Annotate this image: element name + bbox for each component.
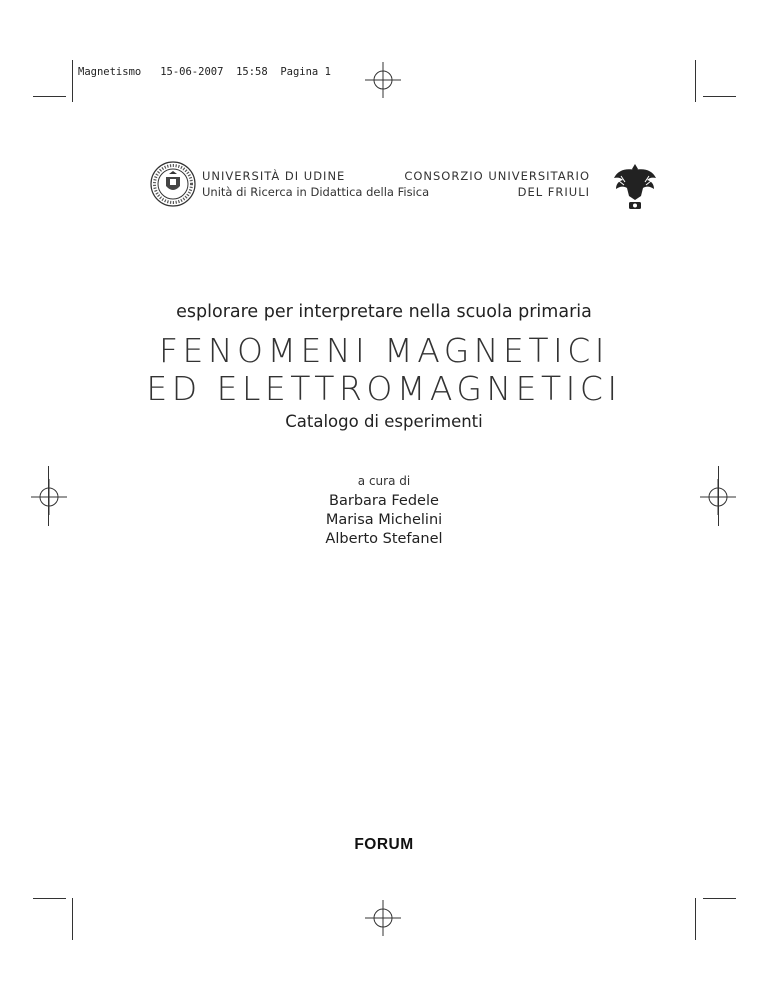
slug-date: 15-06-2007 bbox=[160, 66, 224, 78]
consortium-line-1: CONSORZIO UNIVERSITARIO bbox=[404, 169, 590, 183]
crop-mark bbox=[695, 898, 696, 940]
cover-title-line-2: ED ELETTROMAGNETICI bbox=[146, 369, 622, 408]
cover-subtitle: esplorare per interpretare nella scuola primaria bbox=[176, 302, 592, 322]
university-name: UNIVERSITÀ DI UDINE bbox=[202, 169, 346, 183]
editor-name: Marisa Michelini bbox=[325, 512, 443, 528]
crop-mark bbox=[703, 898, 736, 899]
publisher-logo: FORUM bbox=[354, 836, 414, 853]
crop-mark bbox=[72, 60, 73, 102]
editor-name: Barbara Fedele bbox=[329, 493, 439, 509]
crop-mark bbox=[33, 96, 66, 97]
slug-file: Magnetismo bbox=[78, 66, 142, 78]
crop-mark bbox=[703, 96, 736, 97]
university-block bbox=[202, 168, 429, 200]
slug-page: Pagina 1 bbox=[280, 66, 331, 78]
cover-title-line-1: FENOMENI MAGNETICI bbox=[159, 331, 609, 370]
editors-list bbox=[0, 492, 768, 549]
registration-mark-icon bbox=[365, 62, 401, 98]
print-slug bbox=[78, 66, 331, 78]
crop-mark bbox=[33, 898, 66, 899]
cover-catalog-subtitle: Catalogo di esperimenti bbox=[285, 412, 483, 431]
consortium-line-2: DEL FRIULI bbox=[517, 185, 590, 199]
eagle-crest-icon bbox=[612, 160, 658, 212]
university-unit: Unità di Ricerca in Didattica della Fisica bbox=[202, 185, 430, 199]
consortium-block bbox=[404, 168, 590, 200]
editors-label: a cura di bbox=[357, 474, 411, 488]
registration-mark-icon bbox=[365, 900, 401, 936]
editor-name: Alberto Stefanel bbox=[325, 531, 443, 547]
crop-mark bbox=[695, 60, 696, 102]
slug-time: 15:58 bbox=[236, 66, 268, 78]
crop-mark bbox=[72, 898, 73, 940]
cover-title bbox=[0, 332, 768, 408]
university-seal-icon bbox=[149, 160, 197, 208]
